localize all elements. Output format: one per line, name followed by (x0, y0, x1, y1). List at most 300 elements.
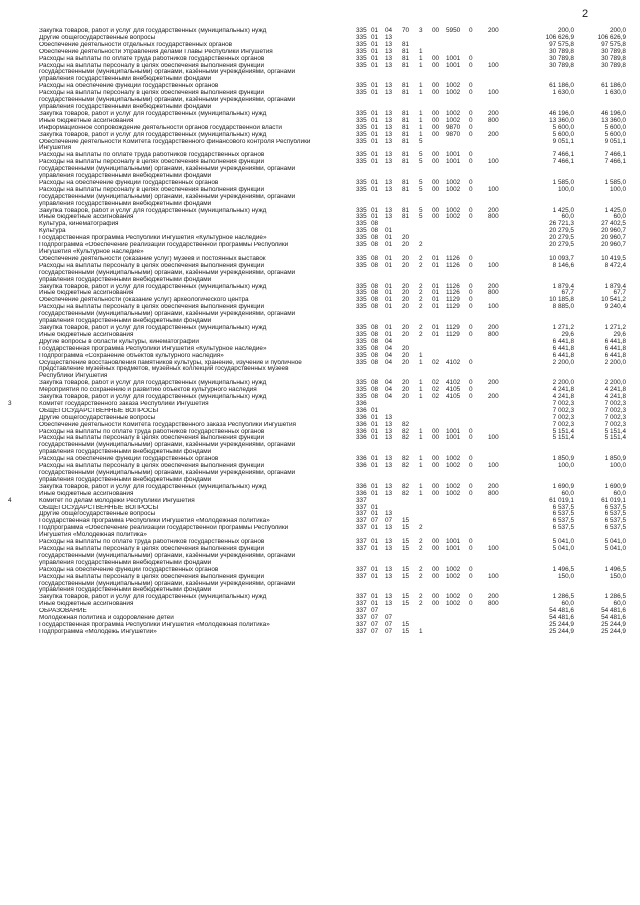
cell-s2: 29,6 (613, 330, 626, 338)
cell-cs1: 20 (402, 282, 410, 290)
row-name-line: Другие общегосударственные вопросы (39, 34, 156, 41)
row-name-line: Закупка товаров, работ и услуг для государственных (муниципальных) нужд (39, 394, 267, 401)
row-name-line: Молодежная политика и оздоровление детей (39, 615, 174, 622)
cell-cs3: 01 (432, 282, 440, 290)
cell-s2: 61 186,0 (601, 82, 626, 90)
row-name (39, 525, 339, 539)
cell-ved: 336 (356, 482, 367, 490)
row-name (39, 290, 339, 297)
cell-cs2: 2 (419, 261, 423, 269)
table-row (0, 208, 640, 215)
cell-rz: 08 (371, 241, 379, 249)
cell-cs2: 1 (419, 489, 423, 497)
cell-s2: 6 441,8 (604, 344, 626, 352)
cell-s2: 20 960,7 (601, 227, 626, 235)
row-name (39, 242, 339, 256)
row-name-line: Информационное сопровождение деятельности органов государственной власти (39, 124, 282, 131)
cell-rz: 08 (371, 379, 379, 387)
cell-vr: 200 (488, 323, 499, 331)
cell-pr: 13 (385, 482, 393, 490)
cell-s2: 30 789,8 (601, 47, 626, 55)
cell-cs5: 0 (469, 185, 473, 193)
cell-s1: 100,0 (558, 185, 574, 193)
cell-cs1: 81 (402, 109, 410, 117)
cell-cs2: 2 (419, 572, 423, 580)
row-name-line: Расходы на выплаты персоналу в целях обеспечения выполнения функций (39, 435, 265, 442)
cell-cs5: 0 (469, 206, 473, 214)
cell-s2: 7 002,3 (604, 406, 626, 414)
cell-s1: 20 279,5 (549, 241, 574, 249)
row-name (39, 622, 339, 629)
cell-pr: 01 (385, 330, 393, 338)
cell-s2: 1 850,9 (604, 455, 626, 463)
row-name-line: Закупка товаров, работ и услуг для государственных (муниципальных) нужд (39, 380, 267, 387)
cell-cs4: 1002 (446, 572, 461, 580)
cell-rz: 01 (371, 434, 379, 442)
cell-cs2: 2 (419, 296, 423, 304)
row-name-line: Расходы на обеспечение функций государственных органов (39, 179, 219, 186)
cell-cs3: 00 (432, 54, 440, 62)
row-name-line: управления государственными внебюджетными фондами (39, 317, 212, 325)
cell-s1: 6 537,5 (552, 503, 574, 511)
cell-s2: 1 879,4 (604, 282, 626, 290)
table-row (0, 615, 640, 622)
cell-cs2: 1 (419, 393, 423, 401)
cell-cs5: 0 (469, 455, 473, 463)
cell-s1: 20 279,5 (549, 234, 574, 242)
row-name (39, 284, 339, 291)
row-name-line: Другие вопросы в области культуры, кинематографии (39, 338, 199, 345)
cell-vr: 100 (488, 434, 499, 442)
cell-cs3: 00 (432, 116, 440, 124)
row-name-line: Расходы на выплаты по оплате труда работников государственных органов (39, 152, 265, 159)
cell-cs3: 00 (432, 600, 440, 608)
cell-s1: 7 002,3 (552, 413, 574, 421)
cell-pr: 13 (385, 123, 393, 131)
table-row (0, 332, 640, 339)
cell-ved: 335 (356, 241, 367, 249)
cell-cs4: 4102 (446, 358, 461, 366)
table-row (0, 56, 640, 63)
cell-ved: 335 (356, 27, 367, 34)
cell-s1: 30 789,8 (549, 54, 574, 62)
cell-ved: 335 (356, 234, 367, 242)
cell-rz: 01 (371, 123, 379, 131)
row-name-line: Подпрограмма «Сохранение объектов культурного наследия» (39, 352, 224, 359)
cell-s2: 10 419,5 (601, 254, 626, 262)
cell-s1: 1 690,9 (552, 482, 574, 490)
cell-rz: 08 (371, 261, 379, 269)
table-row (0, 360, 640, 381)
cell-s1: 200,0 (558, 27, 574, 34)
cell-rz: 01 (371, 503, 379, 511)
cell-ved: 337 (356, 538, 367, 546)
cell-cs3: 00 (432, 572, 440, 580)
cell-s1: 7 466,1 (552, 151, 574, 159)
cell-cs5: 0 (469, 482, 473, 490)
cell-cs3: 00 (432, 158, 440, 166)
cell-s1: 46 196,0 (549, 109, 574, 117)
cell-cs1: 81 (402, 130, 410, 138)
row-name-line: Другие общегосударственные вопросы (39, 511, 156, 518)
cell-rz: 01 (371, 151, 379, 159)
row-name (39, 125, 339, 132)
row-name-line: Иные бюджетные ассигнования (39, 331, 134, 338)
cell-rz: 01 (371, 510, 379, 518)
cell-ved: 335 (356, 109, 367, 117)
row-name-line: Обеспечение деятельности Управления делами Главы Республики Ингушетия (39, 48, 273, 55)
row-name-line: Иные бюджетные ассигнования (39, 490, 134, 497)
table-row (0, 435, 640, 456)
cell-vr: 200 (488, 109, 499, 117)
row-name-line: Расходы на выплаты персоналу в целях обеспечения выполнения функций (39, 463, 265, 470)
row-name (39, 387, 339, 394)
cell-cs1: 82 (402, 434, 410, 442)
cell-s1: 6 537,5 (552, 517, 574, 525)
cell-cs3: 00 (432, 482, 440, 490)
row-name (39, 629, 339, 636)
cell-ved: 336 (356, 455, 367, 463)
cell-cs4: 1002 (446, 109, 461, 117)
cell-cs3: 02 (432, 393, 440, 401)
cell-cs3: 00 (432, 593, 440, 601)
cell-s1: 13 360,0 (549, 116, 574, 124)
cell-s1: 5 600,0 (552, 130, 574, 138)
cell-rz: 08 (371, 386, 379, 394)
table-row (0, 429, 640, 436)
cell-pr: 01 (385, 261, 393, 269)
cell-s1: 61 186,0 (549, 82, 574, 90)
row-name-line: Обеспечение деятельности Комитета государственного заказа Республики Ингушетия (39, 421, 296, 428)
row-name (39, 325, 339, 332)
cell-s1: 7 466,1 (552, 158, 574, 166)
cell-cs4: 9870 (446, 123, 461, 131)
cell-ved: 335 (356, 282, 367, 290)
cell-cs1: 20 (402, 303, 410, 311)
cell-cs2: 1 (419, 89, 423, 97)
cell-rz: 01 (371, 213, 379, 221)
cell-ved: 335 (356, 151, 367, 159)
row-name (39, 159, 339, 180)
row-name (39, 332, 339, 339)
cell-rz: 01 (371, 137, 379, 145)
cell-rz: 08 (371, 282, 379, 290)
table-row (0, 511, 640, 518)
cell-ved: 336 (356, 406, 367, 414)
cell-s2: 1 271,2 (604, 323, 626, 331)
cell-ved: 335 (356, 82, 367, 90)
cell-s1: 4 241,8 (552, 393, 574, 401)
table-row (0, 463, 640, 484)
cell-cs2: 1 (419, 351, 423, 359)
row-name (39, 187, 339, 208)
cell-cs4: 1126 (446, 254, 460, 262)
cell-rz: 08 (371, 254, 379, 262)
row-name-line: управления государственными внебюджетными фондами (39, 75, 212, 83)
cell-cs2: 1 (419, 434, 423, 442)
cell-s1: 1 496,5 (552, 565, 574, 573)
cell-cs3: 02 (432, 379, 440, 387)
cell-cs2: 5 (419, 206, 423, 214)
cell-pr: 04 (385, 358, 393, 366)
row-name-line: управления государственными внебюджетными фондами (39, 275, 212, 283)
cell-ved: 337 (356, 600, 367, 608)
cell-cs4: 1001 (446, 158, 461, 166)
row-name-line: Расходы на обеспечение функций государственных органов (39, 566, 219, 573)
cell-cs3: 00 (432, 489, 440, 497)
cell-cs1: 20 (402, 330, 410, 338)
row-name-line: Государственная программа Республики Ингушетия «Культурное наследие» (39, 235, 267, 242)
row-name (39, 608, 339, 615)
table-row (0, 35, 640, 42)
cell-cs3: 00 (432, 185, 440, 193)
row-name (39, 111, 339, 118)
cell-s2: 6 537,5 (604, 503, 626, 511)
cell-cs5: 0 (469, 600, 473, 608)
table-row (0, 518, 640, 525)
cell-cs3: 00 (432, 206, 440, 214)
cell-s2: 9 240,4 (604, 303, 626, 311)
cell-s2: 20 960,7 (601, 234, 626, 242)
row-name (39, 463, 339, 484)
cell-s2: 13 360,0 (601, 116, 626, 124)
row-name (39, 518, 339, 525)
row-name-line: государственными (муниципальными) органами, казёнными учреждениями, органами (39, 268, 296, 276)
cell-cs4: 5950 (446, 27, 461, 34)
cell-rz: 08 (371, 289, 379, 297)
cell-ved: 336 (356, 462, 367, 470)
cell-rz: 08 (371, 303, 379, 311)
cell-rz: 01 (371, 413, 379, 421)
cell-cs1: 81 (402, 158, 410, 166)
cell-cs2: 3 (419, 27, 423, 34)
cell-cs2: 1 (419, 386, 423, 394)
row-name-line: государственными (муниципальными) органами, казёнными учреждениями, органами (39, 441, 296, 449)
row-name-line: Культура (39, 228, 66, 235)
cell-rz: 01 (371, 427, 379, 435)
cell-rz: 01 (371, 33, 379, 41)
cell-cs2: 2 (419, 538, 423, 546)
cell-pr: 01 (385, 227, 393, 235)
cell-ved: 337 (356, 496, 367, 504)
cell-cs4: 1002 (446, 185, 461, 193)
cell-cs1: 81 (402, 178, 410, 186)
cell-vr: 800 (488, 489, 499, 497)
cell-cs5: 0 (469, 489, 473, 497)
cell-cs1: 15 (402, 544, 410, 552)
row-name-line: Обеспечение деятельности отдельных государственных органов (39, 41, 233, 48)
row-name (39, 228, 339, 235)
cell-cs4: 1002 (446, 462, 461, 470)
cell-cs4: 1002 (446, 213, 461, 221)
cell-cs2: 5 (419, 158, 423, 166)
cell-pr: 04 (385, 27, 393, 34)
row-name (39, 152, 339, 159)
cell-cs3: 00 (432, 123, 440, 131)
cell-cs5: 0 (469, 386, 473, 394)
row-name-line: государственными (муниципальными) органами, казёнными учреждениями, органами (39, 579, 296, 587)
cell-ved: 335 (356, 344, 367, 352)
cell-rz: 01 (371, 406, 379, 414)
cell-s2: 7 002,3 (604, 420, 626, 428)
row-name-line: государственными (муниципальными) органами, казёнными учреждениями, органами (39, 310, 296, 318)
cell-rz: 01 (371, 544, 379, 552)
cell-rz: 01 (371, 572, 379, 580)
cell-cs1: 20 (402, 261, 410, 269)
cell-s2: 8 472,4 (604, 261, 626, 269)
row-name-line: Комитет государственного заказа Республики Ингушетия (39, 400, 209, 407)
cell-s1: 25 244,9 (549, 627, 574, 635)
cell-s1: 7 002,3 (552, 406, 574, 414)
row-name-line: Государственная программа Республики Ингушетия «Молодежная политика» (39, 518, 270, 525)
cell-ved: 335 (356, 61, 367, 69)
table-row (0, 235, 640, 242)
cell-s1: 1 585,0 (552, 178, 574, 186)
cell-cs1: 81 (402, 47, 410, 55)
cell-cs3: 00 (432, 455, 440, 463)
cell-ved: 335 (356, 130, 367, 138)
cell-s1: 6 537,5 (552, 524, 574, 532)
cell-s1: 6 441,8 (552, 337, 574, 345)
cell-cs1: 81 (402, 151, 410, 159)
cell-pr: 13 (385, 206, 393, 214)
cell-s2: 7 466,1 (604, 151, 626, 159)
cell-ved: 337 (356, 565, 367, 573)
cell-pr: 04 (385, 393, 393, 401)
row-name (39, 498, 339, 505)
row-name-line: Государственная программа Республики Ингушетия «Культурное наследие» (39, 345, 267, 352)
row-name (39, 435, 339, 456)
cell-rz: 08 (371, 351, 379, 359)
cell-s1: 29,6 (561, 330, 574, 338)
cell-cs2: 1 (419, 379, 423, 387)
page-number: 2 (582, 8, 589, 20)
cell-cs3: 01 (432, 289, 440, 297)
row-name-line: управления государственными внебюджетными фондами (39, 448, 212, 456)
cell-cs5: 0 (469, 61, 473, 69)
cell-s1: 60,0 (561, 600, 574, 608)
cell-s1: 5 041,0 (552, 538, 574, 546)
cell-cs5: 0 (469, 27, 473, 34)
cell-s2: 97 575,8 (601, 40, 626, 48)
cell-rz: 01 (371, 82, 379, 90)
cell-s1: 60,0 (561, 489, 574, 497)
cell-s2: 60,0 (613, 213, 626, 221)
row-name-line: управления государственными внебюджетными фондами (39, 475, 212, 483)
cell-pr: 04 (385, 337, 393, 345)
cell-cs4: 1002 (446, 600, 461, 608)
cell-ved: 335 (356, 303, 367, 311)
cell-cs2: 1 (419, 482, 423, 490)
cell-s2: 54 481,6 (601, 607, 626, 615)
cell-s1: 8 146,6 (552, 261, 574, 269)
cell-cs3: 00 (432, 427, 440, 435)
cell-cs5: 0 (469, 330, 473, 338)
cell-pr: 07 (385, 620, 393, 628)
cell-cs4: 1001 (446, 538, 461, 546)
cell-rz: 01 (371, 130, 379, 138)
cell-ved: 335 (356, 337, 367, 345)
cell-s1: 6 441,8 (552, 351, 574, 359)
cell-s2: 2 200,0 (604, 358, 626, 366)
cell-s2: 150,0 (610, 572, 626, 580)
cell-s2: 5 151,4 (604, 427, 626, 435)
cell-s2: 200,0 (610, 27, 626, 34)
row-name (39, 214, 339, 221)
cell-cs5: 0 (469, 434, 473, 442)
row-name-line: Расходы на выплаты персоналу в целях обеспечения выполнения функций (39, 62, 265, 69)
row-name (39, 346, 339, 353)
row-name-line: Комитет по делам молодежи Республики Ингушетия (39, 497, 195, 504)
table-row (0, 297, 640, 304)
row-name (39, 422, 339, 429)
cell-cs1: 81 (402, 54, 410, 62)
cell-cs5: 0 (469, 130, 473, 138)
cell-ved: 335 (356, 358, 367, 366)
row-name (39, 594, 339, 601)
cell-s2: 6 537,5 (604, 524, 626, 532)
cell-s1: 9 051,1 (552, 137, 574, 145)
cell-cs2: 2 (419, 330, 423, 338)
cell-rz: 08 (371, 296, 379, 304)
cell-vr: 100 (488, 89, 499, 97)
table-row (0, 498, 640, 505)
row-name-line: Обеспечение деятельности Комитета государственного финансового контроля Республики (39, 138, 311, 145)
cell-vr: 100 (488, 158, 499, 166)
row-name (39, 118, 339, 125)
cell-cs5: 0 (469, 178, 473, 186)
cell-rz: 01 (371, 538, 379, 546)
cell-cs1: 15 (402, 572, 410, 580)
table-row (0, 546, 640, 567)
cell-rz: 01 (371, 455, 379, 463)
cell-pr: 13 (385, 413, 393, 421)
cell-pr: 01 (385, 254, 393, 262)
cell-pr: 13 (385, 544, 393, 552)
row-name-line: Закупка товаров, работ и услуг для государственных (муниципальных) нужд (39, 131, 267, 138)
row-name (39, 56, 339, 63)
row-name-line: Государственная программа Республики Ингушетия «Молодежная политика» (39, 621, 270, 628)
cell-cs2: 1 (419, 47, 423, 55)
cell-ved: 335 (356, 289, 367, 297)
cell-pr: 13 (385, 434, 393, 442)
row-name-line: Ингушетия (39, 144, 72, 152)
row-name-line: Расходы на выплаты персоналу в целях обеспечения выполнения функций (39, 573, 265, 580)
cell-pr: 13 (385, 593, 393, 601)
cell-ved: 337 (356, 620, 367, 628)
cell-ved: 335 (356, 323, 367, 331)
cell-cs3: 00 (432, 61, 440, 69)
cell-cs1: 82 (402, 455, 410, 463)
cell-pr: 04 (385, 386, 393, 394)
cell-cs3: 00 (432, 27, 440, 34)
cell-s2: 4 241,8 (604, 386, 626, 394)
row-name (39, 63, 339, 84)
cell-s1: 7 002,3 (552, 420, 574, 428)
cell-cs1: 15 (402, 538, 410, 546)
cell-cs3: 00 (432, 109, 440, 117)
cell-rz: 08 (371, 323, 379, 331)
cell-cs5: 0 (469, 593, 473, 601)
cell-rz: 01 (371, 524, 379, 532)
cell-cs5: 0 (469, 323, 473, 331)
cell-rz: 08 (371, 337, 379, 345)
cell-ved: 335 (356, 47, 367, 55)
cell-pr: 01 (385, 241, 393, 249)
cell-cs5: 0 (469, 282, 473, 290)
cell-ved: 335 (356, 330, 367, 338)
cell-ved: 335 (356, 393, 367, 401)
